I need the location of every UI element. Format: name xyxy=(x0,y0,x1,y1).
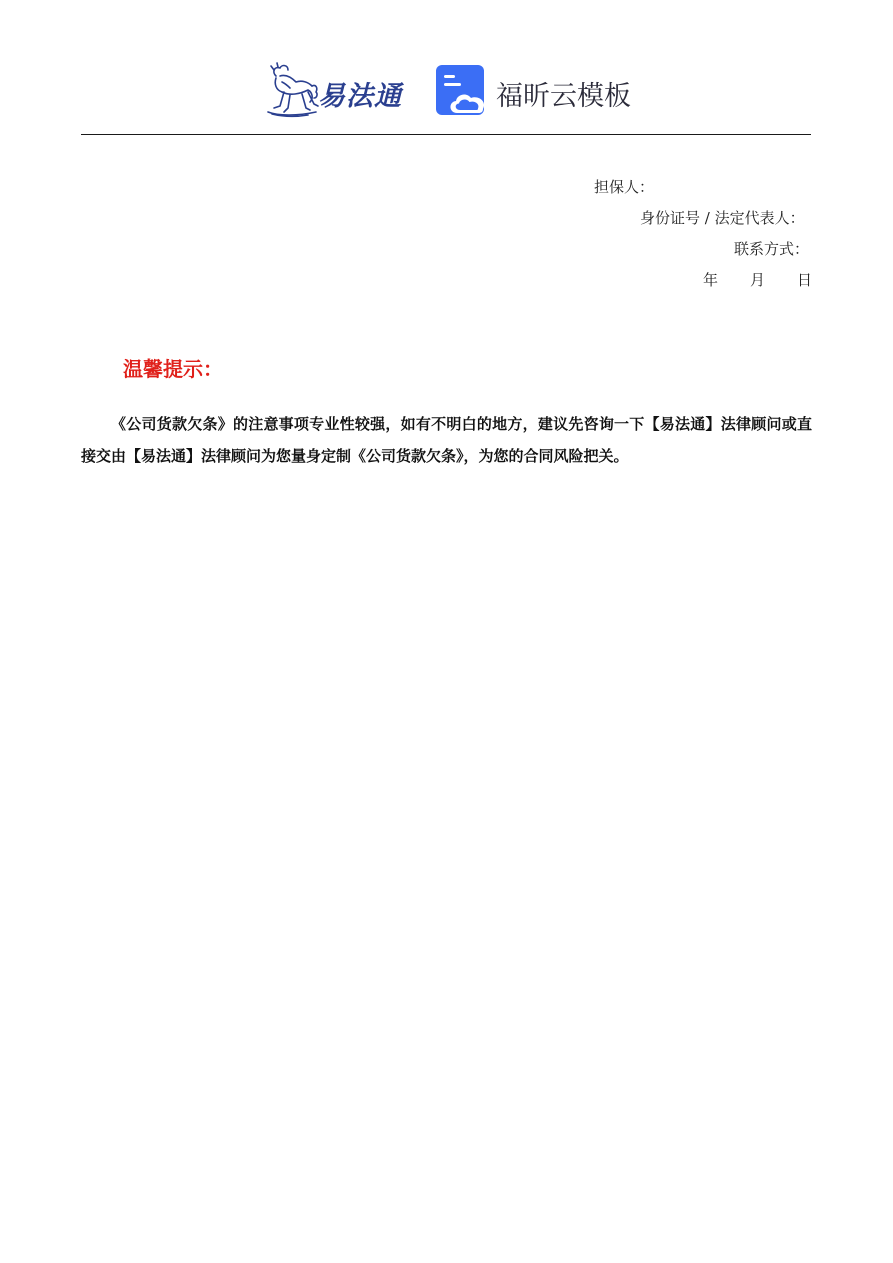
header-divider xyxy=(81,134,811,135)
cloud-document-icon xyxy=(435,64,489,118)
date-year-label: 年 xyxy=(703,271,719,289)
yifatong-logo xyxy=(262,62,414,118)
tip-body: 《公司货款欠条》的注意事项专业性较强，如有不明白的地方，建议先咨询一下【易法通】法律顾问或直接交由【易法通】法律顾问为您量身定制《公司货款欠条》，为您的合同风险把关。 xyxy=(81,415,812,465)
guarantor-label: 担保人： xyxy=(594,178,655,196)
foxit-template-logo-text: 福昕云模板 xyxy=(496,81,631,112)
date-day-label: 日 xyxy=(797,271,813,289)
qilin-logo-icon xyxy=(262,62,320,118)
id-number-label: 身份证号 / 法定代表人： xyxy=(640,209,805,227)
date-month-label: 月 xyxy=(750,271,766,289)
yifatong-logo-text: 易法通 xyxy=(318,81,402,112)
document-header xyxy=(0,58,893,122)
tip-title: 温馨提示： xyxy=(123,357,223,381)
foxit-template-logo xyxy=(435,64,635,118)
contact-label: 联系方式： xyxy=(734,240,810,258)
